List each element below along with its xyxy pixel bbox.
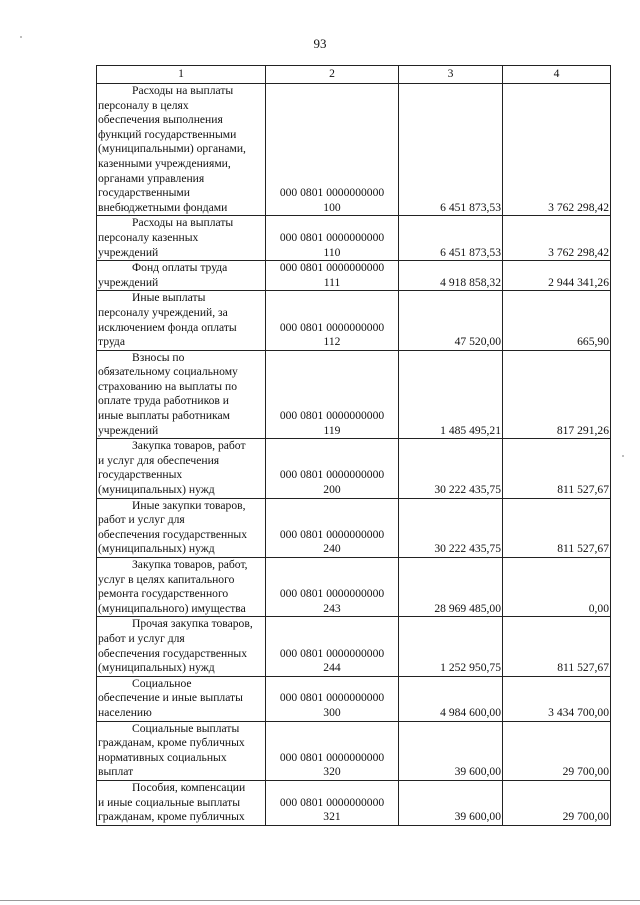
description-line: исключением фонда оплаты	[98, 320, 237, 334]
code-line: 111	[323, 275, 341, 289]
description-line: государственных	[98, 468, 183, 482]
page-number: 93	[313, 36, 327, 51]
code-line: 112	[323, 335, 341, 349]
description-line: (муниципальных) нужд	[98, 483, 215, 497]
row-amount-col3: 39 600,00	[399, 721, 503, 780]
table-row	[97, 350, 611, 439]
description-line: обеспечения государственных	[98, 646, 248, 660]
column-header-2: 2	[266, 66, 399, 84]
table-row	[97, 261, 611, 291]
description-line: Закупка товаров, работ,	[132, 558, 248, 571]
description-line: оплате труда работников и	[98, 394, 229, 408]
code-line: 320	[323, 765, 341, 779]
description-line: (муниципального) имущества	[98, 601, 246, 615]
row-amount-col3: 1 252 950,75	[399, 617, 503, 676]
description-line: и услуг для обеспечения	[98, 453, 220, 467]
code-line: 200	[323, 483, 341, 497]
description-line: внебюджетными фондами	[98, 200, 228, 214]
table-row	[97, 721, 611, 780]
row-budget-code	[266, 439, 399, 498]
code-line: 119	[323, 423, 341, 437]
row-amount-col3: 28 969 485,00	[399, 558, 503, 617]
row-budget-code	[266, 780, 399, 825]
description-line: (муниципальными) органами,	[98, 142, 246, 156]
row-amount-col3: 47 520,00	[399, 291, 503, 350]
description-line: персоналу в целях	[98, 98, 189, 112]
row-amount-col3: 1 485 495,21	[399, 350, 503, 439]
code-line: 110	[323, 245, 341, 259]
code-line: 000 0801 0000000000	[279, 527, 385, 541]
description-line: работ и услуг для	[98, 631, 185, 645]
row-budget-code	[266, 617, 399, 676]
description-line: органами управления	[98, 171, 205, 185]
row-budget-code	[266, 261, 399, 291]
row-budget-code	[266, 291, 399, 350]
row-budget-code	[266, 84, 399, 216]
description-line: Расходы на выплаты	[132, 216, 234, 230]
table-row	[97, 439, 611, 498]
code-line: 240	[323, 542, 341, 556]
row-amount-col4: 29 700,00	[503, 721, 611, 780]
table-row	[97, 558, 611, 617]
row-description	[97, 261, 266, 291]
column-header-3: 3	[399, 66, 503, 84]
description-line: казенными учреждениями,	[98, 156, 231, 170]
row-description	[97, 676, 266, 721]
description-line: и иные социальные выплаты	[98, 795, 241, 809]
row-description	[97, 291, 266, 350]
description-line: Закупка товаров, работ	[132, 439, 246, 453]
description-line: Иные выплаты	[132, 291, 206, 305]
code-line: 000 0801 0000000000	[279, 587, 385, 601]
row-amount-col4: 665,90	[503, 291, 611, 350]
row-amount-col4: 3 762 298,42	[503, 216, 611, 261]
table-row	[97, 498, 611, 557]
row-amount-col3: 39 600,00	[399, 780, 503, 825]
row-description	[97, 558, 266, 617]
code-line: 000 0801 0000000000	[279, 186, 385, 200]
code-line: 321	[323, 810, 341, 824]
row-amount-col3: 4 984 600,00	[399, 676, 503, 721]
row-amount-col3: 4 918 858,32	[399, 261, 503, 291]
description-line: гражданам, кроме публичных	[98, 736, 245, 750]
row-description	[97, 216, 266, 261]
row-amount-col4: 817 291,26	[503, 350, 611, 439]
code-line: 244	[323, 661, 341, 675]
description-line: обеспечения государственных	[98, 527, 248, 541]
description-line: Взносы по	[132, 350, 185, 364]
row-amount-col4: 3 434 700,00	[503, 676, 611, 721]
row-amount-col3: 30 222 435,75	[399, 439, 503, 498]
row-amount-col4: 811 527,67	[503, 617, 611, 676]
code-line: 000 0801 0000000000	[279, 795, 385, 809]
description-line: учреждений	[98, 245, 159, 259]
table-header-row	[97, 66, 611, 84]
row-description	[97, 439, 266, 498]
table-row	[97, 676, 611, 721]
code-line: 000 0801 0000000000	[279, 750, 385, 764]
table-row	[97, 617, 611, 676]
row-description	[97, 84, 266, 216]
description-line: услуг в целях капитального	[98, 572, 235, 586]
description-line: (муниципальных) нужд	[98, 542, 215, 556]
scan-speck	[622, 455, 624, 457]
budget-table	[96, 65, 611, 826]
code-line: 000 0801 0000000000	[279, 320, 385, 334]
description-line: работ и услуг для	[98, 513, 185, 527]
row-amount-col3: 30 222 435,75	[399, 498, 503, 557]
description-line: учреждений	[98, 275, 159, 289]
row-budget-code	[266, 498, 399, 557]
row-amount-col3: 6 451 873,53	[399, 216, 503, 261]
row-budget-code	[266, 350, 399, 439]
description-line: труда	[98, 335, 125, 349]
description-line: населению	[98, 705, 152, 719]
row-amount-col4: 29 700,00	[503, 780, 611, 825]
table-row	[97, 216, 611, 261]
code-line: 000 0801 0000000000	[279, 230, 385, 244]
row-description	[97, 498, 266, 557]
row-budget-code	[266, 558, 399, 617]
row-amount-col4: 811 527,67	[503, 439, 611, 498]
code-line: 100	[323, 200, 341, 214]
row-amount-col4: 3 762 298,42	[503, 84, 611, 216]
description-line: Социальное	[132, 676, 192, 690]
description-line: страхованию на выплаты по	[98, 379, 237, 393]
description-line: Иные закупки товаров,	[132, 498, 246, 512]
description-line: государственными	[98, 186, 190, 200]
code-line: 000 0801 0000000000	[279, 409, 385, 423]
row-amount-col4: 2 944 341,26	[503, 261, 611, 291]
column-header-4: 4	[503, 66, 611, 84]
description-line: Расходы на выплаты	[132, 84, 234, 97]
description-line: обязательному социальному	[98, 365, 238, 379]
column-header-1: 1	[97, 66, 266, 84]
scan-speck	[20, 36, 22, 38]
description-line: персоналу учреждений, за	[98, 305, 228, 319]
code-line: 000 0801 0000000000	[279, 261, 385, 275]
description-line: (муниципальных) нужд	[98, 661, 215, 675]
code-line: 000 0801 0000000000	[279, 691, 385, 705]
table-row	[97, 291, 611, 350]
row-description	[97, 721, 266, 780]
description-line: Социальные выплаты	[132, 721, 240, 735]
code-line: 000 0801 0000000000	[279, 468, 385, 482]
row-budget-code	[266, 721, 399, 780]
row-description	[97, 617, 266, 676]
description-line: Фонд оплаты труда	[132, 261, 228, 275]
description-line: Пособия, компенсации	[132, 780, 246, 794]
table-row	[97, 84, 611, 216]
description-line: обеспечение и иные выплаты	[98, 691, 243, 705]
description-line: ремонта государственного	[98, 587, 229, 601]
description-line: нормативных социальных	[98, 750, 227, 764]
description-line: функций государственными	[98, 127, 237, 141]
description-line: обеспечения выполнения	[98, 113, 223, 127]
description-line: Прочая закупка товаров,	[132, 617, 253, 631]
row-amount-col4: 0,00	[503, 558, 611, 617]
code-line: 000 0801 0000000000	[279, 646, 385, 660]
description-line: выплат	[98, 765, 134, 779]
description-line: учреждений	[98, 423, 159, 437]
row-amount-col4: 811 527,67	[503, 498, 611, 557]
row-amount-col3: 6 451 873,53	[399, 84, 503, 216]
code-line: 300	[323, 705, 341, 719]
row-description	[97, 780, 266, 825]
table-row	[97, 780, 611, 825]
description-line: гражданам, кроме публичных	[98, 810, 245, 824]
page-bottom-edge	[0, 900, 640, 901]
code-line: 243	[323, 601, 341, 615]
row-budget-code	[266, 216, 399, 261]
row-description	[97, 350, 266, 439]
description-line: иные выплаты работникам	[98, 409, 230, 423]
row-budget-code	[266, 676, 399, 721]
description-line: персоналу казенных	[98, 230, 199, 244]
